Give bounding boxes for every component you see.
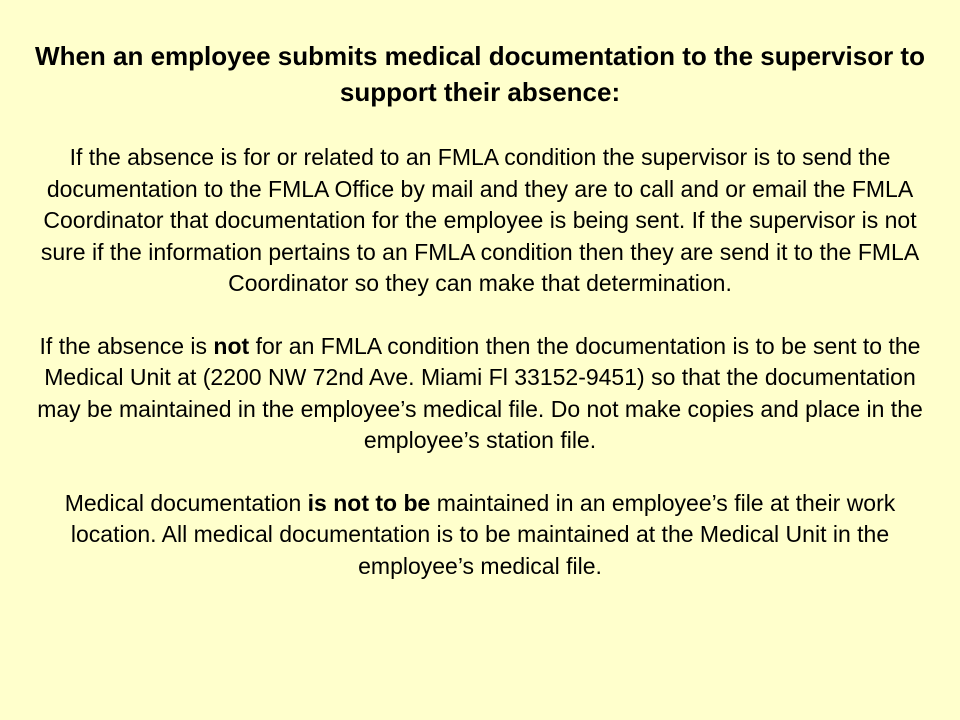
paragraph-non-fmla — [30, 331, 930, 457]
paragraph-non-fmla-emphasis: not — [213, 332, 250, 359]
paragraph-maintenance-text-before: Medical documentation — [64, 489, 308, 516]
paragraph-maintenance-text-after: maintained in an employee’s file at their work location. All medical documentation is to be maintained at the Medical Unit in the employee’s medical file. — [70, 489, 896, 579]
paragraph-non-fmla-text-after: for an FMLA condition then the documentation is to be sent to the Medical Unit at (2200 NW 72nd Ave. Miami Fl 33152-9451) so that the documentation may be maintained in the employee’s medical file. Do not make copies and place in the employee’s station file. — [37, 332, 923, 453]
slide-title: When an employee submits medical documentation to the supervisor to support their absence: — [35, 41, 925, 107]
paragraph-maintenance-emphasis: is not to be — [307, 489, 431, 516]
paragraph-fmla-condition: If the absence is for or related to an FMLA condition the supervisor is to send the documentation to the FMLA Office by mail and they are to call and or email the FMLA Coordinator that documentation for the employee is being sent. If the supervisor is not sure if the information pertains to an FMLA condition then they are send it to the FMLA Coordinator so they can make that determination. — [40, 144, 920, 296]
paragraph-non-fmla-text-before: If the absence is — [39, 332, 214, 359]
paragraph-maintenance — [30, 488, 930, 583]
